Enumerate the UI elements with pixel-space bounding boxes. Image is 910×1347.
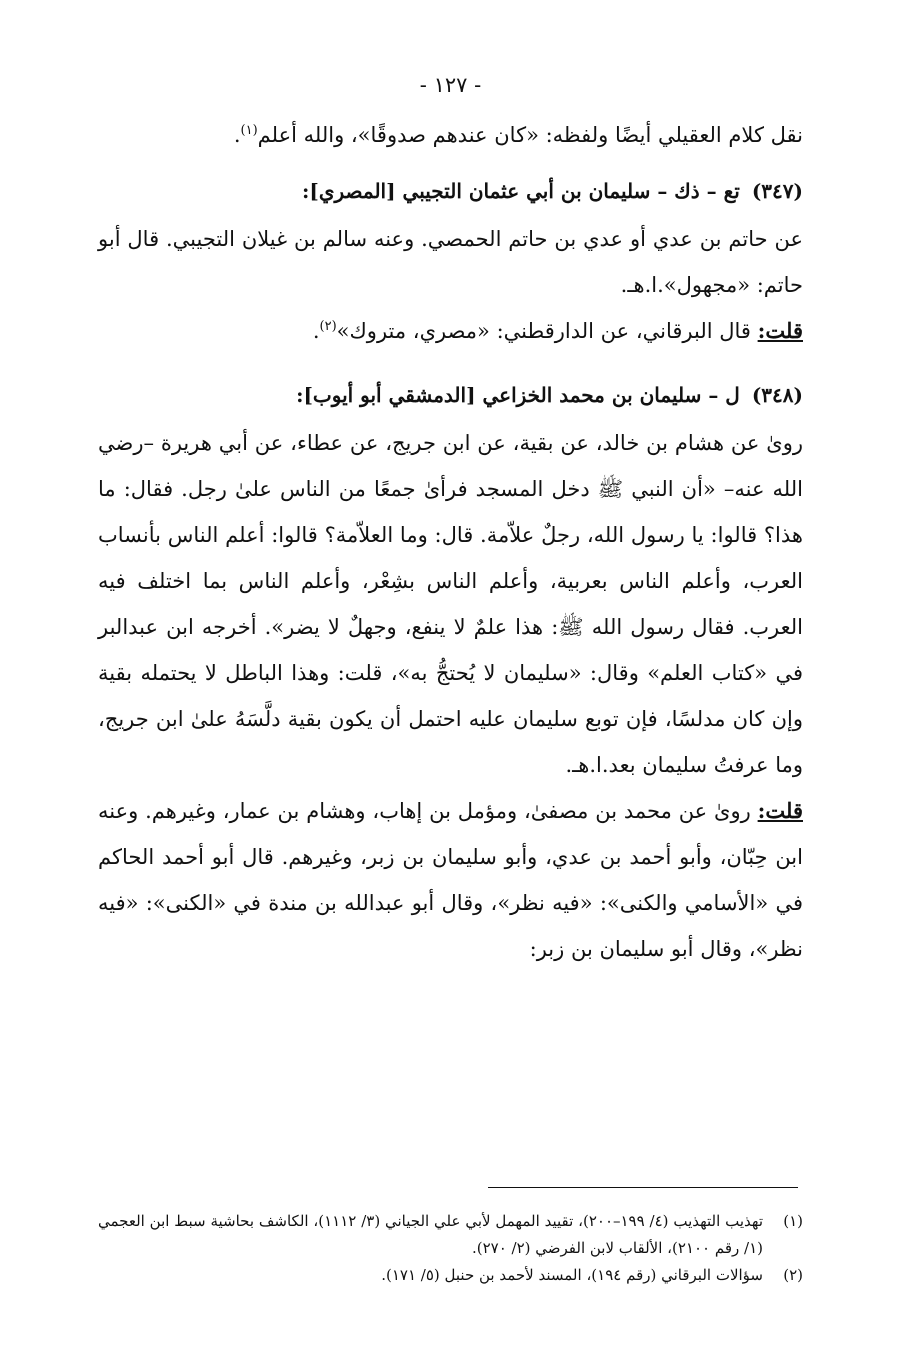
footnote-text: سؤالات البرقاني (رقم ١٩٤)، المسند لأحمد بن حنبل (٥/ ١٧١). — [381, 1266, 763, 1284]
footnote-number: (١) — [783, 1212, 803, 1230]
footnotes — [98, 1208, 803, 1289]
intro-paragraph — [98, 112, 803, 158]
entry-body: عن حاتم بن عدي أو عدي بن حاتم الحمصي. وعنه سالم بن غيلان التجيبي. قال أبو حاتم: «مجهول».ا.هـ. — [98, 227, 803, 297]
intro-text: نقل كلام العقيلي أيضًا ولفظه: «كان عندهم صدوقًا»، والله أعلم — [257, 123, 803, 147]
entry-heading-348 — [98, 372, 803, 418]
qult-paragraph — [98, 788, 803, 972]
qult-paragraph — [98, 308, 803, 354]
page-number: - ١٢٧ - — [419, 73, 482, 97]
entry-body: روىٰ عن هشام بن خالد، عن بقية، عن ابن جريج، عن عطاء، عن أبي هريرة –رضي الله عنه– «أن النبي ﷺ دخل المسجد فرأىٰ جمعًا من الناس علىٰ رجل. فقال: ما هذا؟ قالوا: يا رسول الله، رجلٌ علاّمة. قال: وما العلاّمة؟ قالوا: أعلم الناس بأنساب العرب، وأعلم الناس بعربية، وأعلم الناس بشِعْر، وأعلم الناس بما اختلف فيه العرب. فقال رسول الله ﷺ: هذا علمٌ لا ينفع، وجهلٌ لا يضر». أخرجه ابن عبدالبر في «كتاب العلم» وقال: «سليمان لا يُحتجُّ به»، قلت: وهذا الباطل لا يحتمله بقية وإن كان مدلسًا، فإن توبع سليمان عليه احتمل أن يكون بقية دلَّسَهُ علىٰ ابن جريج، وما عرفتُ سليمان بعد.ا.هـ. — [98, 431, 803, 777]
qult-text: قال البرقاني، عن الدارقطني: «مصري، متروك» — [336, 319, 758, 343]
intro-end: . — [233, 123, 241, 147]
footnote-ref-2: (٢) — [319, 319, 337, 334]
footnote-text: تهذيب التهذيب (٤/ ١٩٩–٢٠٠)، تقييد المهمل لأبي علي الجياني (٣/ ١١١٢)، الكاشف بحاشية سبط ابن العجمي (١/ رقم ٢١٠٠)، الألقاب لابن الفرضي (٢/ ٢٧٠). — [98, 1212, 764, 1257]
footnote-divider — [488, 1187, 798, 1188]
entry-number: (٣٤٧) — [751, 179, 803, 203]
footnote-ref-1: (١) — [240, 123, 258, 138]
qult-label: قلت: — [757, 798, 803, 823]
entry-heading-347 — [98, 168, 803, 214]
entry-title: تع – ذك – سليمان بن أبي عثمان التجيبي [المصري]: — [302, 179, 740, 203]
qult-text: روىٰ عن محمد بن مصفىٰ، ومؤمل بن إهاب، وهشام بن عمار، وغيرهم. وعنه ابن حِبّان، وأبو أحمد بن عدي، وأبو سليمان بن زبر، وغيرهم. قال أبو أحمد الحاكم في «الأسامي والكنى»: «فيه نظر»، وقال أبو عبدالله بن مندة في «الكنى»: «فيه نظر»، وقال أبو سليمان بن زبر: — [98, 799, 803, 961]
footnote-item — [98, 1262, 803, 1289]
footnote-number: (٢) — [783, 1266, 803, 1284]
qult-end: . — [312, 319, 320, 343]
entry-number: (٣٤٨) — [751, 383, 803, 407]
entry-title: ل – سليمان بن محمد الخزاعي [الدمشقي أبو أيوب]: — [296, 383, 740, 407]
footnote-item — [98, 1208, 803, 1262]
qult-label: قلت: — [757, 318, 803, 343]
page-body — [98, 70, 803, 972]
